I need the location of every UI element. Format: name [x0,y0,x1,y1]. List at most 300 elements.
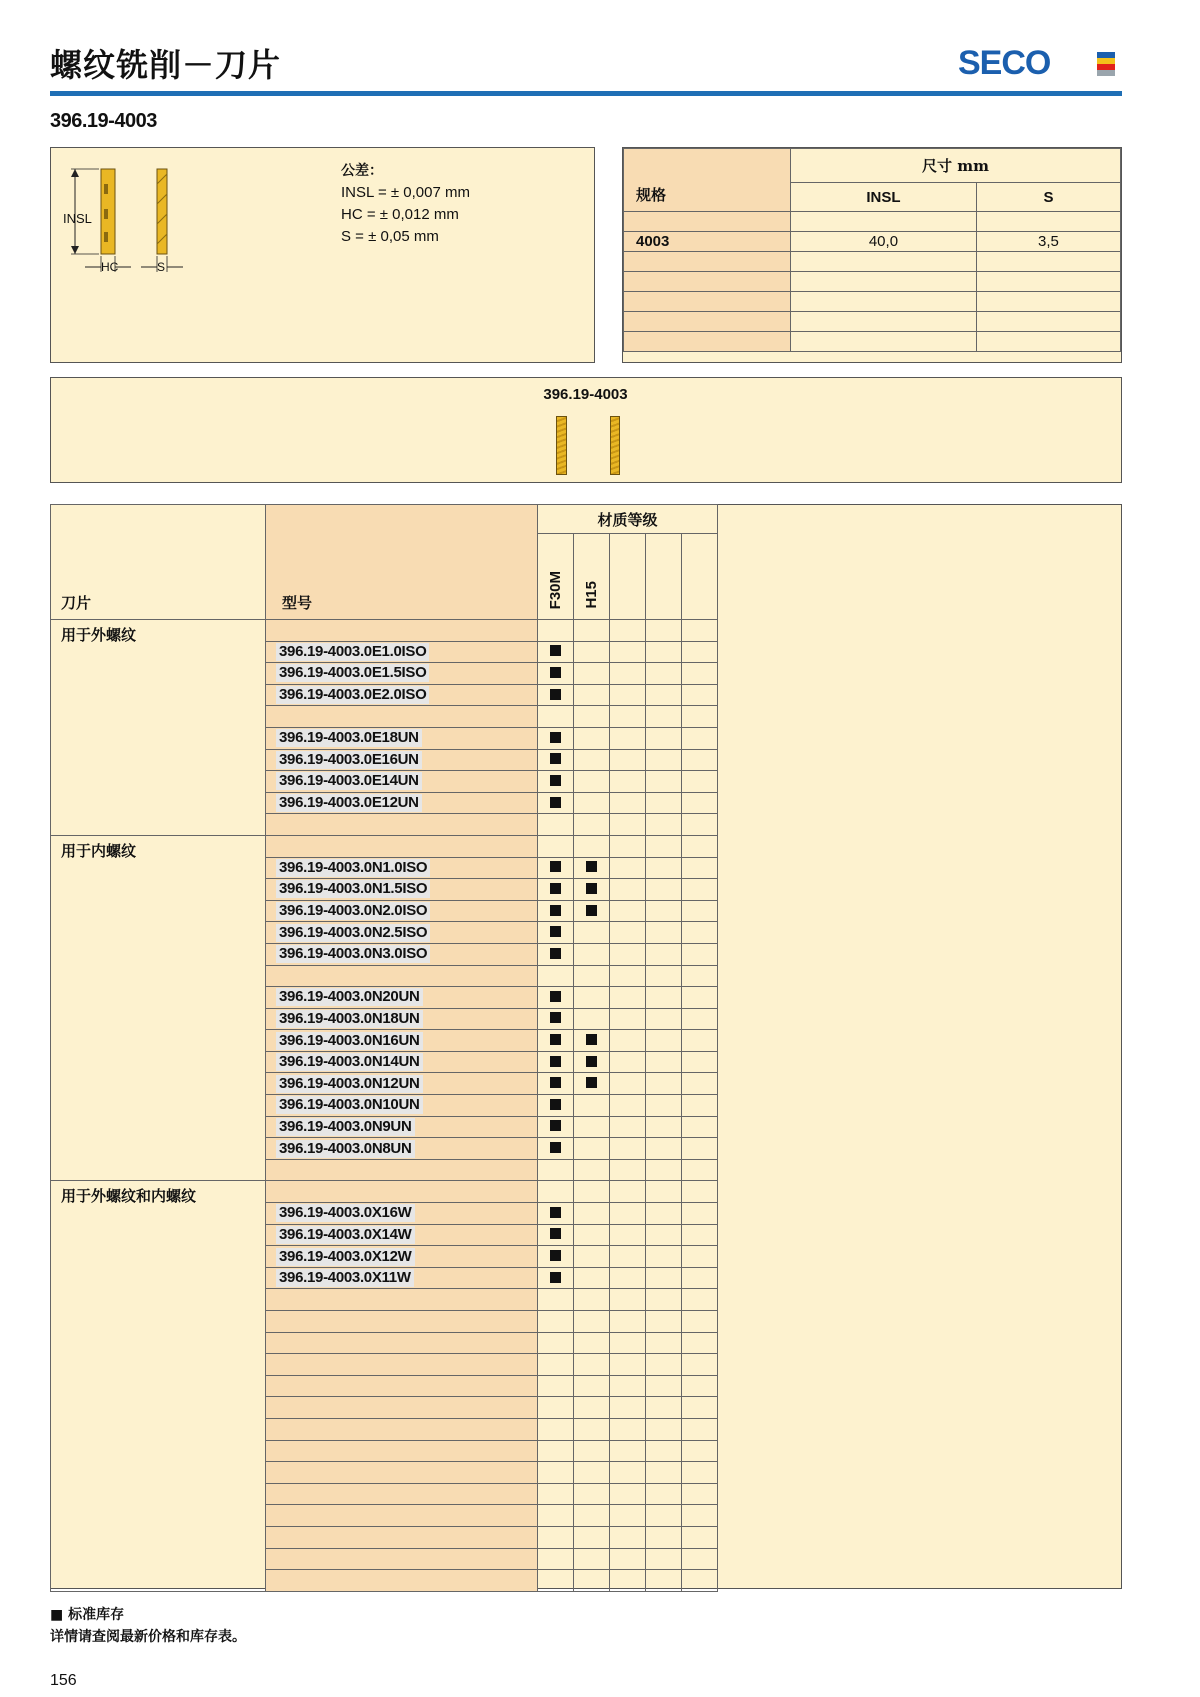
grade-cell [538,706,574,728]
stock-marker-icon [586,1056,597,1067]
grade-cell [682,1332,718,1354]
grade-cell [574,1570,610,1592]
grade-cell [682,1505,718,1527]
brand-logo: SECO [958,44,1051,82]
grade-cell [682,1440,718,1462]
table-row [51,1181,718,1203]
grade-cell [682,922,718,944]
grade-cell [646,1116,682,1138]
stock-marker-icon [550,1012,561,1023]
grade-cell [538,1505,574,1527]
grade-cell [574,943,610,965]
part-number: 396.19-4003.0N18UN [276,1010,423,1028]
grade-cell [574,1008,610,1030]
grade-cell [610,1095,646,1117]
grade-cell [610,727,646,749]
grade-cell [610,771,646,793]
grade-cell [646,706,682,728]
grade-cell [538,1397,574,1419]
grade-cell [646,857,682,879]
grade-column-header [682,534,718,620]
grade-cell [574,1116,610,1138]
grade-cell [646,1483,682,1505]
stock-marker-icon [550,1120,561,1131]
grade-cell [538,922,574,944]
grade-cell [646,922,682,944]
grade-cell [574,706,610,728]
grade-cell [574,1246,610,1268]
part-number: 396.19-4003.0E1.0ISO [276,643,429,661]
col-insl-header: INSL [791,183,977,212]
grade-cell [646,900,682,922]
stock-marker-icon [550,883,561,894]
model-cell [266,1354,538,1376]
grade-cell [538,1440,574,1462]
grade-cell [610,1116,646,1138]
stock-marker-icon [550,1228,561,1239]
grade-cell [538,727,574,749]
grade-cell [610,1311,646,1333]
part-number: 396.19-4003.0N8UN [276,1140,415,1158]
tolerance-line: INSL = ± 0,007 mm [341,184,470,201]
grade-cell [682,1289,718,1311]
grade-cell [682,1224,718,1246]
grade-cell [646,1397,682,1419]
grade-column-header [610,534,646,620]
grade-cell [538,749,574,771]
part-number: 396.19-4003.0E2.0ISO [276,686,429,704]
model-cell [266,1505,538,1527]
grade-cell [538,663,574,685]
model-cell [266,1095,538,1117]
dimensions-panel [622,147,1122,363]
model-cell [266,1138,538,1160]
grade-cell [538,1483,574,1505]
grade-cell [574,1526,610,1548]
grade-cell [610,684,646,706]
insert-side-icon [610,416,620,475]
model-cell [266,965,538,987]
grade-cell [610,641,646,663]
group-label: 用于内螺纹 [51,835,266,1181]
grade-cell [646,1159,682,1181]
stock-marker-icon [550,1099,561,1110]
model-cell [266,1203,538,1225]
model-cell [266,814,538,836]
grade-cell [574,814,610,836]
model-cell [266,1462,538,1484]
grade-cell [610,1224,646,1246]
table-row [51,620,718,642]
grade-cell [538,1073,574,1095]
grade-cell [682,1203,718,1225]
grade-cell [610,1548,646,1570]
grade-cell [610,1008,646,1030]
grade-cell [610,1051,646,1073]
stock-legend: ■ 标准库存 [50,1607,125,1623]
grade-cell [646,1418,682,1440]
stock-marker-icon [550,905,561,916]
grade-cell [682,706,718,728]
grade-cell [538,1354,574,1376]
model-cell [266,1548,538,1570]
grade-cell [682,1051,718,1073]
model-cell [266,987,538,1009]
grade-cell [610,900,646,922]
grade-cell [646,749,682,771]
grade-cell [538,1267,574,1289]
part-number: 396.19-4003.0X11W [276,1269,414,1287]
model-cell [266,879,538,901]
grade-cell [574,1073,610,1095]
grade-name: H15 [583,581,600,609]
part-number: 396.19-4003.0E16UN [276,751,422,769]
grade-cell [538,1246,574,1268]
hc-label: HC [101,260,119,274]
grade-cell [610,1375,646,1397]
grade-cell [574,900,610,922]
model-cell [266,749,538,771]
spec-cell: 4003 [624,232,791,252]
grade-cell [538,943,574,965]
drawing-panel [50,147,595,363]
page-number: 156 [50,1672,77,1689]
grade-cell [574,620,610,642]
grade-cell [538,1116,574,1138]
stock-marker-icon [550,1142,561,1153]
grade-cell [682,1397,718,1419]
grade-cell [538,1548,574,1570]
part-number: 396.19-4003.0N12UN [276,1075,423,1093]
model-cell [266,922,538,944]
grade-cell [538,987,574,1009]
insert-front-icon [556,416,567,475]
grade-column-header [538,534,574,620]
part-number: 396.19-4003.0N2.5ISO [276,924,430,942]
grade-cell [682,857,718,879]
model-cell [266,1311,538,1333]
col-s-header: S [976,183,1120,212]
grade-cell [610,943,646,965]
grade-cell [610,1354,646,1376]
grade-column-header [574,534,610,620]
grade-cell [574,835,610,857]
model-cell [266,1483,538,1505]
grade-cell [574,641,610,663]
grade-cell [646,814,682,836]
grade-cell [610,1526,646,1548]
part-number: 396.19-4003.0X16W [276,1204,415,1222]
model-cell [266,1267,538,1289]
grade-cell [610,1332,646,1354]
model-cell [266,1030,538,1052]
model-cell [266,1526,538,1548]
grade-cell [646,1008,682,1030]
grade-cell [610,1505,646,1527]
grade-cell [682,1181,718,1203]
grade-cell [682,1073,718,1095]
model-cell [266,792,538,814]
grade-cell [682,1116,718,1138]
grade-cell [574,922,610,944]
model-cell [266,900,538,922]
part-number: 396.19-4003.0E18UN [276,729,422,747]
insl-label: INSL [63,211,92,226]
part-number: 396.19-4003.0N1.0ISO [276,859,430,877]
model-cell [266,1073,538,1095]
stock-marker-icon [550,1077,561,1088]
grade-cell [610,620,646,642]
stock-marker-icon [586,1077,597,1088]
tolerance-block [341,160,470,248]
grade-cell [574,663,610,685]
grade-cell [538,641,574,663]
grade-cell [538,1418,574,1440]
model-cell [266,684,538,706]
grade-cell [610,1570,646,1592]
grade-cell [538,900,574,922]
grade-cell [646,620,682,642]
grade-cell [574,1354,610,1376]
grade-cell [646,1311,682,1333]
part-number: 396.19-4003.0N14UN [276,1053,423,1071]
grade-cell [682,771,718,793]
grade-cell [682,1030,718,1052]
header-rule [50,91,1122,96]
grade-cell [538,1030,574,1052]
grade-cell [646,1440,682,1462]
model-cell [266,1051,538,1073]
grade-cell [682,987,718,1009]
grade-cell [610,814,646,836]
model-cell [266,1246,538,1268]
stock-marker-icon [550,1250,561,1261]
grade-cell [646,1030,682,1052]
page-title: 螺纹铣削－刀片 [50,46,282,84]
model-cell [266,1008,538,1030]
group-label: 用于外螺纹 [51,620,266,836]
model-cell [266,706,538,728]
grade-cell [682,727,718,749]
grade-cell [574,749,610,771]
grade-cell [538,1095,574,1117]
grade-cell [646,1332,682,1354]
grade-cell [538,1224,574,1246]
model-cell [266,857,538,879]
grade-cell [682,749,718,771]
grade-cell [574,965,610,987]
grade-cell [574,857,610,879]
grade-cell [646,879,682,901]
grade-cell [538,1526,574,1548]
grade-cell [646,1203,682,1225]
grade-cell [574,1051,610,1073]
part-number: 396.19-4003.0N2.0ISO [276,902,430,920]
part-number: 396.19-4003.0N16UN [276,1032,423,1050]
grade-cell [574,727,610,749]
grade-cell [610,1418,646,1440]
grade-cell [646,1354,682,1376]
stock-marker-icon [550,753,561,764]
grade-cell [574,879,610,901]
grade-cell [574,1462,610,1484]
grade-cell [538,1332,574,1354]
grade-cell [610,1267,646,1289]
grade-cell [538,1138,574,1160]
grade-cell [682,620,718,642]
grade-cell [610,706,646,728]
grade-cell [610,1462,646,1484]
grade-cell [538,857,574,879]
part-number: 396.19-4003.0N3.0ISO [276,945,430,963]
grade-cell [574,1505,610,1527]
grade-cell [538,1289,574,1311]
grade-cell [682,1311,718,1333]
stock-marker-icon [550,1056,561,1067]
grade-cell [646,965,682,987]
grade-cell [574,1332,610,1354]
stock-marker-icon [550,797,561,808]
model-cell [266,1570,538,1592]
model-cell [266,1116,538,1138]
grade-cell [610,965,646,987]
grade-cell [538,792,574,814]
stock-marker-icon [586,1034,597,1045]
grade-cell [574,771,610,793]
stock-marker-icon [550,991,561,1002]
grade-cell [538,771,574,793]
grade-cell [682,965,718,987]
price-note: 详情请查阅最新价格和库存表。 [50,1629,246,1645]
footer-notes [50,1604,246,1648]
grade-cell [574,1095,610,1117]
part-number: 396.19-4003.0E14UN [276,772,422,790]
grade-cell [538,965,574,987]
stock-marker-icon [550,732,561,743]
grade-cell [610,879,646,901]
grade-cell [538,1311,574,1333]
part-number: 396.19-4003.0X14W [276,1226,415,1244]
brand-logo-mark-icon [1097,52,1115,76]
grade-cell [574,792,610,814]
grade-cell [646,1375,682,1397]
grade-cell [574,1375,610,1397]
grade-cell [610,1246,646,1268]
grade-cell [646,1570,682,1592]
grade-cell [574,1418,610,1440]
model-col-header: 型号 [266,505,538,620]
model-cell [266,727,538,749]
grade-cell [610,1138,646,1160]
grade-cell [574,1203,610,1225]
grade-cell [646,1526,682,1548]
grade-cell [574,1548,610,1570]
model-cell [266,1440,538,1462]
grade-cell [538,835,574,857]
grade-cell [682,1138,718,1160]
grade-cell [574,684,610,706]
part-number: 396.19-4003.0N9UN [276,1118,415,1136]
grade-cell [610,1159,646,1181]
grade-cell [574,1181,610,1203]
grade-cell [682,879,718,901]
grade-cell [646,684,682,706]
grade-cell [682,1483,718,1505]
grade-cell [646,1073,682,1095]
grade-cell [538,1159,574,1181]
spec-header: 规格 [624,149,791,212]
grade-cell [682,1095,718,1117]
grade-cell [574,987,610,1009]
grade-cell [610,663,646,685]
grade-cell [538,1181,574,1203]
grade-cell [610,792,646,814]
grade-cell [610,1073,646,1095]
tolerance-line: S = ± 0,05 mm [341,228,439,245]
part-number: 396.19-4003.0E12UN [276,794,422,812]
model-cell [266,620,538,642]
stock-marker-icon [550,1272,561,1283]
grade-cell [646,835,682,857]
grade-cell [646,792,682,814]
grade-cell [574,1138,610,1160]
stock-marker-icon [550,1034,561,1045]
grade-cell [682,900,718,922]
grade-cell [646,1181,682,1203]
grade-cell [682,1548,718,1570]
grade-cell [646,1138,682,1160]
grade-cell [574,1397,610,1419]
preview-label: 396.19-4003 [543,386,628,403]
insert-col-header: 刀片 [51,505,266,620]
grade-cell [682,663,718,685]
grade-cell [538,620,574,642]
stock-marker-icon [550,667,561,678]
dim-header: 尺寸 mm [791,149,1121,183]
stock-marker-icon [586,861,597,872]
stock-marker-icon [550,926,561,937]
grade-cell [682,1159,718,1181]
group-label: 用于外螺纹和内螺纹 [51,1181,266,1591]
grade-cell [682,684,718,706]
grade-cell [646,1267,682,1289]
grade-cell [682,1267,718,1289]
model-cell [266,1397,538,1419]
model-cell [266,943,538,965]
grade-column-header [646,534,682,620]
grade-cell [682,943,718,965]
grade-cell [682,835,718,857]
grade-cell [610,1181,646,1203]
part-number: 396.19-4003.0X12W [276,1248,415,1266]
model-cell [266,1332,538,1354]
grade-cell [538,1375,574,1397]
grade-cell [646,1095,682,1117]
grade-cell [610,1483,646,1505]
grade-cell [646,641,682,663]
grade-cell [646,727,682,749]
grade-cell [682,814,718,836]
grade-group-header: 材质等级 [538,505,718,534]
grade-name: F30M [547,570,564,609]
grade-cell [574,1224,610,1246]
grade-cell [682,1246,718,1268]
grade-cell [574,1440,610,1462]
grade-cell [574,1267,610,1289]
grade-cell [682,1008,718,1030]
grade-cell [610,987,646,1009]
grade-cell [646,771,682,793]
